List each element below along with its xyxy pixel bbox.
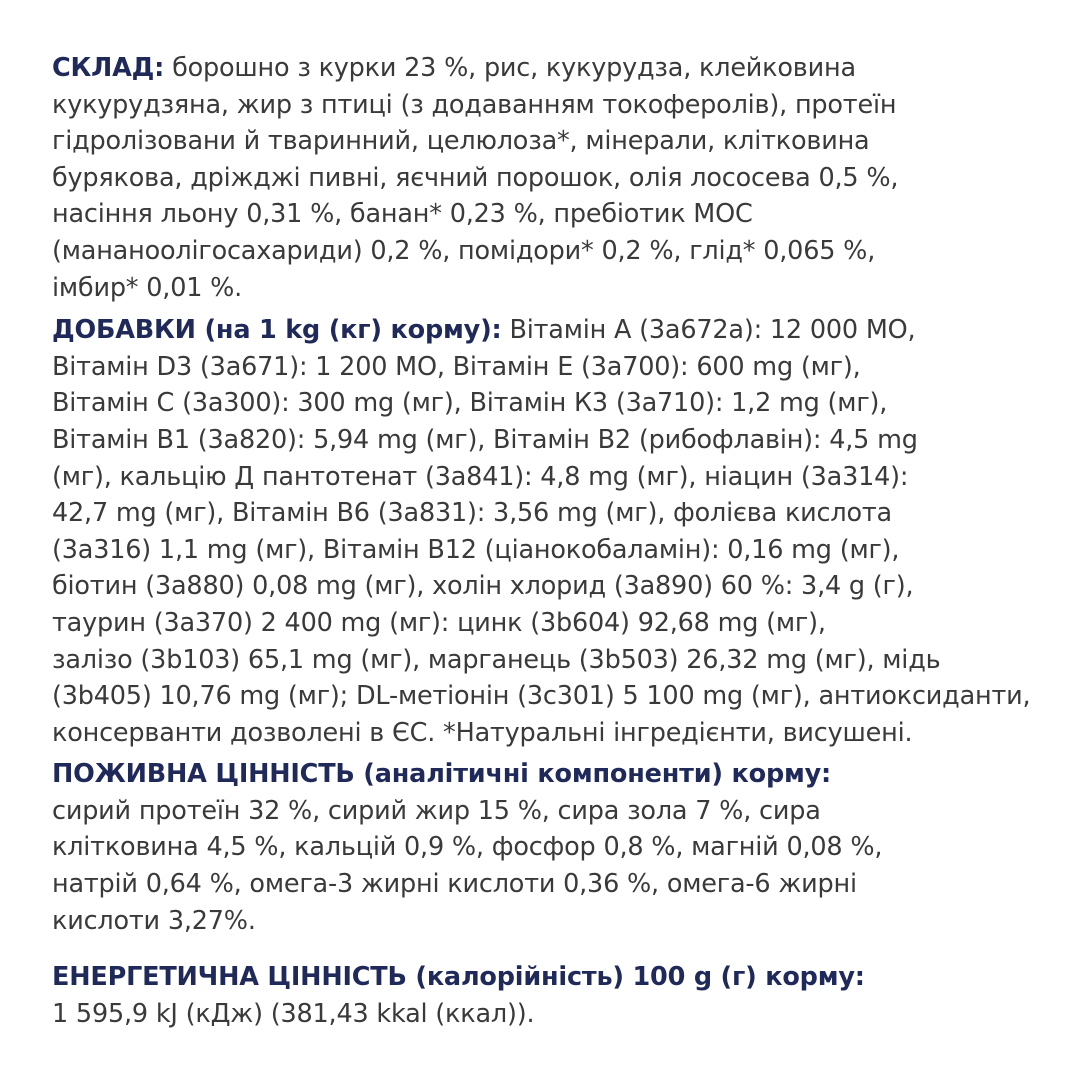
additives-line: таурин (3a370) 2 400 mg (мг): цинк (3b604) 92,68 mg (мг), [52,607,826,638]
composition-line: кукурудзяна, жир з птиці (з додаванням токоферолів), протеїн [52,89,897,120]
additives-line: 42,7 mg (мг), Вітамін B6 (3a831): 3,56 mg (мг), фолієва кислота [52,498,892,529]
additives-heading: ДОБАВКИ (на 1 kg (кг) корму): [52,315,502,346]
nutrition-heading: ПОЖИВНА ЦІННІСТЬ (аналітичні компоненти) корму: [52,759,832,790]
composition-heading: СКЛАД: [52,53,165,83]
additives-line: консерванти дозволені в ЄС. *Натуральні інгредієнти, висушені. [52,717,913,748]
additives-line: Вітамін B1 (3a820): 5,94 mg (мг), Вітамін B2 (рибофлавін): 4,5 mg [52,424,918,455]
composition-line: насіння льону 0,31 %, банан* 0,23 %, пребіотик МОС [52,199,753,230]
composition-text: борошно з курки 23 %, рис, кукурудза, клейковина [164,53,856,83]
composition-line: гідролізовани й тваринний, целюлоза*, мінерали, клітковина [52,126,870,157]
additives-line: Вітамін C (3a300): 300 mg (мг), Вітамін К3 (3a710): 1,2 mg (мг), [52,388,888,419]
composition-line: імбир* 0,01 %. [52,272,243,303]
energy-section [52,959,1042,1032]
additives-line: (мг), кальцію Д пантотенат (3a841): 4,8 mg (мг), ніацин (3a314): [52,461,909,492]
additives-line [52,312,1042,349]
nutrition-line: кислоти 3,27%. [52,905,256,936]
additives-line: залізо (3b103) 65,1 mg (мг), марганець (3b503) 26,32 mg (мг), мідь [52,644,941,675]
nutrition-line: натрій 0,64 %, омега-3 жирні кислоти 0,36 %, омега-6 жирні [52,869,857,900]
composition-line: (мананоолігосахариди) 0,2 %, помідори* 0,2 %, глід* 0,065 %, [52,235,876,266]
nutrition-section [52,756,1042,939]
additives-section [52,312,1042,751]
additives-line: (3b405) 10,76 mg (мг); DL-метіонін (3c301) 5 100 mg (мг), антиоксиданти, [52,681,1031,712]
composition-line [52,50,1042,87]
composition-line: бурякова, дріжджі пивні, яєчний порошок, олія лососева 0,5 %, [52,162,899,193]
additives-text: Вітамін A (3a672a): 12 000 МО, [501,315,916,346]
additives-line: (3a316) 1,1 mg (мг), Вітамін B12 (ціанокобаламін): 0,16 mg (мг), [52,534,900,565]
product-label-document [52,50,1042,1032]
nutrition-line: сирий протеїн 32 %, сирий жир 15 %, сира зола 7 %, сира [52,795,821,826]
energy-heading: ЕНЕРГЕТИЧНА ЦІННІСТЬ (калорійність) 100 g (г) корму: [52,962,865,993]
energy-line: 1 595,9 kJ (кДж) (381,43 kkal (ккал)). [52,998,535,1029]
nutrition-line: клітковина 4,5 %, кальцій 0,9 %, фосфор 0,8 %, магній 0,08 %, [52,832,883,863]
composition-section [52,50,1042,306]
additives-line: біотин (3a880) 0,08 mg (мг), холін хлорид (3a890) 60 %: 3,4 g (г), [52,571,914,602]
additives-line: Вітамін D3 (3a671): 1 200 МО, Вітамін E (3a700): 600 mg (мг), [52,351,861,382]
